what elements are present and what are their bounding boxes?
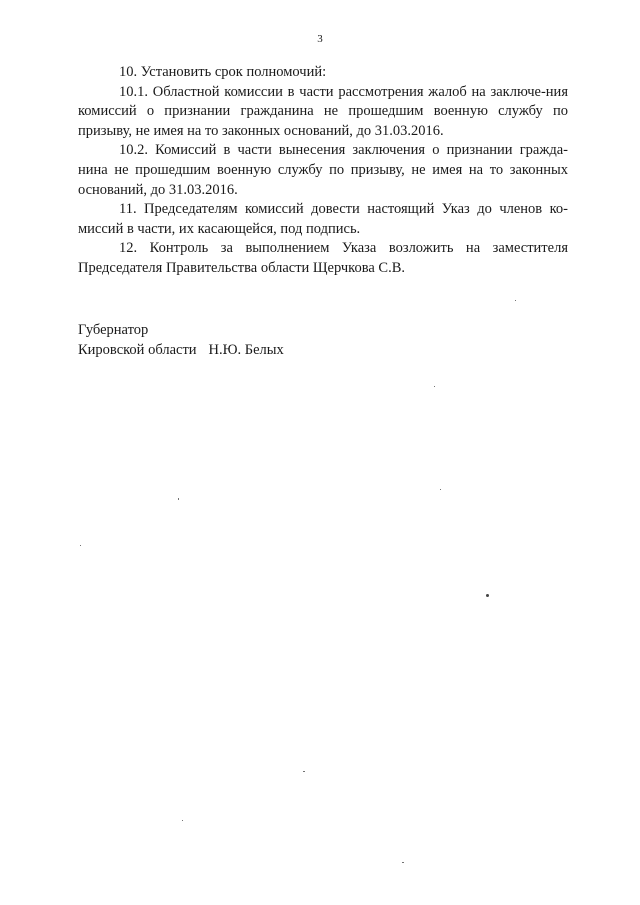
scan-speck [402,862,404,863]
signature-name: Н.Ю. Белых [208,341,284,358]
scan-speck [182,820,183,821]
signature-title: Губернатор [78,322,149,338]
scan-speck [440,489,441,490]
paragraph-10: 10. Установить срок полномочий: [119,64,327,80]
signature-region-line [78,341,284,361]
scan-speck [303,771,305,772]
page-number: 3 [317,33,323,45]
scan-speck [80,545,81,546]
scan-speck [486,594,489,597]
paragraph-10-1: 10.1. Областной комиссии в части рассмотрения жалоб на заключе-ния комиссий о признании гражданина не прошедшим военную службу по призыву, не имея на то законных оснований, до 31.03.2016. [78,83,568,139]
paragraph-11: 11. Председателям комиссий довести настоящий Указ до членов ко-миссий в части, их касающейся, под подпись. [78,201,568,237]
document-body [78,63,568,279]
scan-speck [178,498,179,500]
scan-speck [515,300,516,301]
scan-speck [434,386,435,387]
paragraph-10-2: 10.2. Комиссий в части вынесения заключения о признании гражда-нина не прошедшим военную службу по призыву, не имея на то законных оснований, до 31.03.2016. [78,142,568,198]
paragraph-12: 12. Контроль за выполнением Указа возложить на заместителя Председателя Правительства области Щерчкова С.В. [78,240,568,276]
signature-block [78,321,284,360]
signature-region: Кировской области [78,341,197,358]
